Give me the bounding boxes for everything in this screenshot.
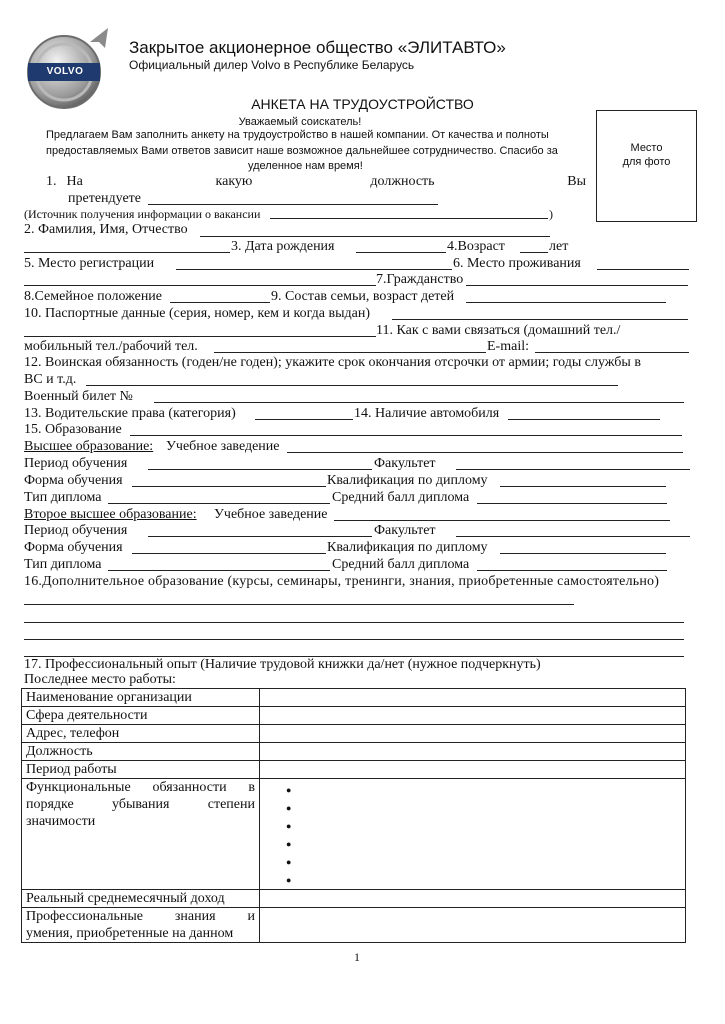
institution-2-label: Учебное заведение	[214, 507, 328, 522]
q10-label: 10. Паспортные данные (серия, номер, кем и когда выдан)	[24, 306, 371, 321]
q7-field[interactable]	[466, 285, 688, 286]
q4-unit: лет	[549, 239, 569, 254]
q14-field[interactable]	[508, 419, 660, 420]
row-label-period: Период работы	[22, 761, 260, 779]
q11-mobile-label: мобильный тел./рабочий тел.	[24, 339, 198, 354]
q10-field[interactable]	[392, 319, 688, 320]
dealer-subtitle: Официальный дилер Volvo в Республике Беларусь	[129, 58, 415, 72]
intro-line-1: Предлагаем Вам заполнить анкету на трудоустройство в нашей компании. От качества и полноты	[46, 129, 549, 141]
q9-label: 9. Состав семьи, возраст детей	[271, 289, 455, 304]
q4-field[interactable]	[520, 252, 548, 253]
q6-field[interactable]	[597, 269, 689, 270]
study-period-label: Период обучения	[24, 456, 128, 471]
q16-field-2[interactable]	[24, 622, 684, 623]
q3-prefix-field[interactable]	[24, 252, 230, 253]
study-period-field[interactable]	[148, 469, 372, 470]
greeting: Уважаемый соискатель!	[238, 116, 362, 128]
row-label-skills	[22, 908, 260, 943]
q13-label: 13. Водительские права (категория)	[24, 406, 236, 421]
institution-label: Учебное заведение	[166, 439, 280, 454]
qualification-field[interactable]	[500, 486, 666, 487]
q8-label: 8.Семейное положение	[24, 289, 163, 304]
table-row	[22, 725, 686, 743]
q1-source-field[interactable]	[270, 218, 548, 219]
qualification-label: Квалификация по диплому	[327, 473, 488, 488]
row-label-org: Наименование организации	[22, 689, 260, 707]
diploma-type-2-field[interactable]	[108, 570, 330, 571]
q15-field[interactable]	[130, 435, 682, 436]
duties-line-3: значимости	[26, 814, 96, 829]
email-label: E-mail:	[487, 339, 529, 354]
avg-grade-2-label: Средний балл диплома	[332, 557, 470, 572]
q16-field-3[interactable]	[24, 639, 684, 640]
q9-field[interactable]	[466, 302, 666, 303]
table-row	[22, 779, 686, 890]
q12-field[interactable]	[86, 385, 618, 386]
q5-field[interactable]	[176, 269, 452, 270]
q11-label: 11. Как с вами связаться (домашний тел./	[376, 323, 621, 338]
diploma-type-2-label: Тип диплома	[24, 557, 102, 572]
q7-label: 7.Гражданство	[376, 272, 464, 287]
diploma-type-field[interactable]	[108, 503, 330, 504]
list-item[interactable]	[264, 835, 681, 853]
q4-label: 4.Возраст	[447, 239, 505, 254]
email-field[interactable]	[535, 352, 689, 353]
table-row	[22, 707, 686, 725]
duties-line-1: Функциональные обязанности в	[26, 780, 255, 795]
q1-position-field[interactable]	[148, 204, 438, 205]
intro-line-2: предоставляемых Вами ответов зависит наше возможное дальнейшее сотрудничество. Спасибо за	[46, 145, 558, 157]
faculty-2-field[interactable]	[456, 536, 690, 537]
row-label-income: Реальный среднемесячный доход	[22, 890, 260, 908]
duties-line-2: порядке убывания степени	[26, 797, 255, 812]
intro-line-3: уделенное нам время!	[248, 160, 363, 172]
list-item[interactable]	[264, 817, 681, 835]
q8-field[interactable]	[170, 302, 270, 303]
q1-word-1: 1.	[46, 174, 57, 189]
org-input-cell[interactable]	[260, 689, 686, 707]
q7-prefix-field[interactable]	[24, 285, 376, 286]
q17-label: 17. Профессиональный опыт (Наличие трудовой книжки да/нет (нужное подчеркнуть)	[24, 657, 541, 672]
institution-2-field[interactable]	[334, 520, 670, 521]
q16-label: 16.Дополнительное образование (курсы, семинары, тренинги, знания, приобретенные самостоятельно)	[24, 574, 660, 589]
q3-field[interactable]	[356, 252, 446, 253]
list-item[interactable]	[264, 799, 681, 817]
last-job-label: Последнее место работы:	[24, 672, 176, 687]
table-row	[22, 743, 686, 761]
q2-field[interactable]	[200, 236, 550, 237]
table-row	[22, 761, 686, 779]
q5-label: 5. Место регистрации	[24, 256, 155, 271]
photo-box[interactable]	[596, 110, 697, 222]
q1-line	[46, 174, 586, 190]
faculty-label: Факультет	[374, 456, 436, 471]
table-row	[22, 908, 686, 943]
table-row	[22, 689, 686, 707]
study-form-label: Форма обучения	[24, 473, 123, 488]
q1-position-label: претендуете	[68, 191, 142, 206]
last-job-table	[21, 688, 686, 943]
form-title: АНКЕТА НА ТРУДОУСТРОЙСТВО	[251, 96, 474, 112]
faculty-field[interactable]	[456, 469, 690, 470]
list-item[interactable]	[264, 781, 681, 799]
qualification-2-label: Квалификация по диплому	[327, 540, 488, 555]
duties-input-cell[interactable]	[260, 779, 686, 890]
page-number: 1	[354, 950, 360, 964]
institution-field[interactable]	[287, 452, 683, 453]
q6-label: 6. Место проживания	[453, 256, 581, 271]
avg-grade-label: Средний балл диплома	[332, 490, 470, 505]
table-row	[22, 890, 686, 908]
military-id-field[interactable]	[154, 402, 684, 403]
q12-label: 12. Воинская обязанность (годен/не годен); укажите срок окончания отсрочки от армии; годы службы в	[24, 355, 641, 370]
qualification-2-field[interactable]	[500, 553, 666, 554]
q14-label: 14. Наличие автомобиля	[354, 406, 500, 421]
list-item[interactable]	[264, 853, 681, 871]
row-label-position: Должность	[22, 743, 260, 761]
avg-grade-field[interactable]	[477, 503, 667, 504]
sphere-input-cell[interactable]	[260, 707, 686, 725]
q16-field-1[interactable]	[24, 604, 574, 605]
study-period-2-label: Период обучения	[24, 523, 128, 538]
q13-field[interactable]	[255, 419, 353, 420]
skills-line-2: умения, приобретенные на данном	[26, 926, 234, 941]
skills-input-cell[interactable]	[260, 908, 686, 943]
q3-label: 3. Дата рождения	[231, 239, 335, 254]
q1-word-4: должность	[370, 174, 435, 189]
avg-grade-2-field[interactable]	[477, 570, 667, 571]
second-higher-ed-heading: Второе высшее образование:	[24, 507, 197, 522]
list-item[interactable]	[264, 871, 681, 889]
military-id-label: Военный билет №	[24, 389, 133, 404]
faculty-2-label: Факультет	[374, 523, 436, 538]
q1-word-2: На	[66, 174, 83, 189]
row-label-address: Адрес, телефон	[22, 725, 260, 743]
address-input-cell[interactable]	[260, 725, 686, 743]
photo-label-1: Место	[630, 142, 663, 154]
study-period-2-field[interactable]	[148, 536, 372, 537]
study-form-field[interactable]	[132, 486, 326, 487]
company-name: Закрытое акционерное общество «ЭЛИТАВТО»	[129, 38, 506, 57]
q12-label-2: ВС и т.д.	[24, 372, 77, 387]
photo-label-2: для фото	[622, 156, 671, 168]
q11-phone-field[interactable]	[214, 352, 486, 353]
q10-field-2[interactable]	[24, 336, 376, 337]
higher-ed-heading: Высшее образование:	[24, 439, 154, 454]
duties-bullet-list	[264, 781, 681, 889]
row-label-duties	[22, 779, 260, 890]
q15-label: 15. Образование	[24, 422, 122, 437]
q1-word-5: Вы	[567, 174, 586, 189]
skills-line-1: Профессиональные знания и	[26, 909, 255, 924]
q2-label: 2. Фамилия, Имя, Отчество	[24, 222, 188, 237]
q1-word-3: какую	[215, 174, 253, 189]
q1-source-end: )	[549, 207, 553, 221]
study-form-2-field[interactable]	[132, 553, 326, 554]
q1-source-label: (Источник получения информации о вакансии	[24, 207, 261, 221]
row-label-sphere: Сфера деятельности	[22, 707, 260, 725]
position-input-cell[interactable]	[260, 743, 686, 761]
study-form-2-label: Форма обучения	[24, 540, 123, 555]
period-input-cell[interactable]	[260, 761, 686, 779]
income-input-cell[interactable]	[260, 890, 686, 908]
diploma-type-label: Тип диплома	[24, 490, 102, 505]
logo-text: VOLVO	[46, 66, 84, 77]
